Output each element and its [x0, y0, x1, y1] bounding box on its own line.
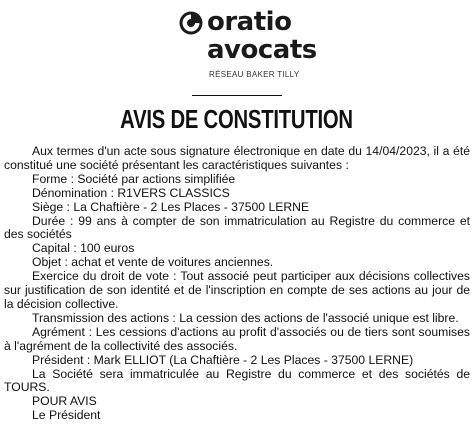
logo-text-avocats: avocats [207, 35, 317, 65]
notice-title: AVIS DE CONSTITUTION [120, 104, 353, 134]
paragraph-president: Président : Mark ELLIOT (La Chaftière - 2 Les Places - 37500 LERNE) [32, 352, 414, 367]
separator-rule [192, 95, 282, 96]
paragraph-pour-avis: POUR AVIS [32, 394, 97, 409]
logo-subtitle: RÉSEAU BAKER TILLY [209, 70, 300, 79]
paragraph-capital: Capital : 100 euros [32, 241, 135, 256]
paragraph-forme: Forme : Société par actions simplifiée [32, 171, 236, 186]
paragraph-immatriculation: La Société sera immatriculée au Registre du commerce et des sociétés de TOURS. [4, 366, 470, 395]
oratio-logo-mark-icon [178, 10, 204, 36]
oratio-avocats-logo [178, 7, 317, 85]
paragraph-intro: Aux termes d'un acte sous signature électronique en date du 14/04/2023, il a été constitué une société présentant les caractéristiques suivantes : [4, 144, 470, 172]
paragraph-siege: Siège : La Chaftière - 2 Les Places - 37500 LERNE [32, 199, 310, 214]
logo-text-oratio: oratio [207, 7, 292, 37]
paragraph-droit-de-vote: Exercice du droit de vote : Tout associé peut participer aux décisions collectives sur justification de son identité et de l'inscription en compte de ses actions au jour de la décision collective. [4, 269, 470, 311]
paragraph-agrement: Agrément : Les cessions d'actions au profit d'associés ou de tiers sont soumises à l'agrément de la collectivité des associés. [4, 324, 470, 353]
paragraph-duree: Durée : 99 ans à compter de son immatriculation au Registre du commerce et des sociétés [4, 213, 470, 242]
paragraph-objet: Objet : achat et vente de voitures anciennes. [32, 255, 274, 270]
paragraph-transmission: Transmission des actions : La cession des actions de l'associé unique est libre. [32, 310, 459, 325]
paragraph-signature: Le Président [32, 408, 101, 423]
paragraph-denomination: Dénomination : R1VERS CLASSICS [32, 185, 230, 200]
notice-body [4, 145, 470, 423]
